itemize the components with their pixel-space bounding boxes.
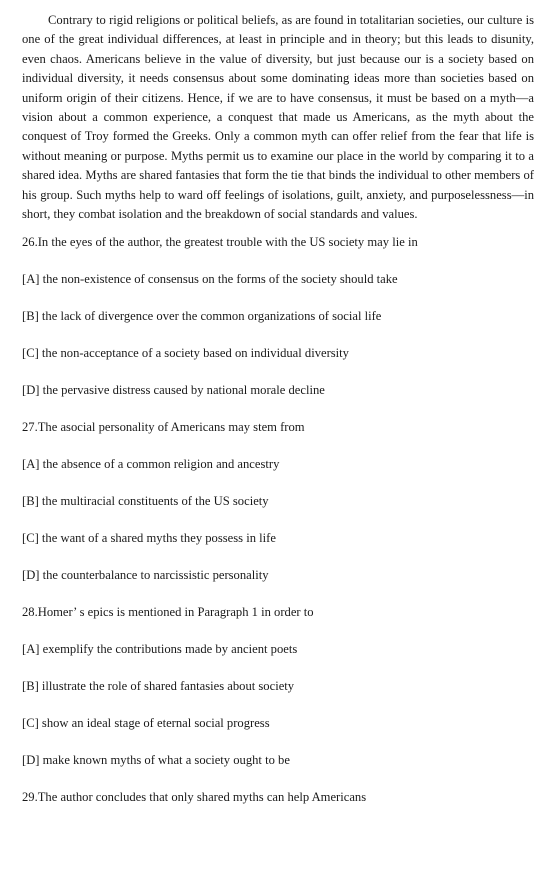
question-28-option-d: [D] make known myths of what a society ought to be [22,753,290,768]
question-28-stem: 28.Homer’ s epics is mentioned in Paragraph 1 in order to [22,605,314,620]
question-29-stem: 29.The author concludes that only shared myths can help Americans [22,790,367,805]
question-27-option-c: [C] the want of a shared myths they possess in life [22,531,276,546]
question-27-option-b: [B] the multiracial constituents of the US society [22,494,269,509]
question-28-option-c: [C] show an ideal stage of eternal social progress [22,716,270,731]
question-27-stem: 27.The asocial personality of Americans may stem from [22,420,305,435]
question-28-option-a: [A] exemplify the contributions made by ancient poets [22,642,298,657]
passage-paragraph: Contrary to rigid religions or political beliefs, as are found in totalitarian societies, our culture is one of the great individual differences, at least in principle and in theory; but this leads to disunity, even chaos. Americans believe in the value of diversity, but just because our is a society based on individual diversity, it needs consensus about some dominating ideas more than societies based on uniform origin of their citizens. Hence, if we are to have consensus, it must be based on a myth—a vision about a common experience, a conquest that made us Americans, as the myth about the conquest of Troy formed the Greeks. Only a common myth can offer relief from the fear that life is without meaning or purpose. Myths permit us to examine our place in the world by comparing it to a shared idea. Myths are shared fantasies that form the tie that binds the individual to other members of his group. Such myths help to ward off feelings of isolations, guilt, anxiety, and purposelessness—in short, they combat isolation and the breakdown of social standards and values. [22,13,534,222]
question-26-stem: 26.In the eyes of the author, the greatest trouble with the US society may lie in [22,235,418,250]
question-26-option-c: [C] the non-acceptance of a society based on individual diversity [22,346,349,361]
question-27-option-a: [A] the absence of a common religion and ancestry [22,457,280,472]
question-28-option-b: [B] illustrate the role of shared fantasies about society [22,679,295,694]
question-27-option-d: [D] the counterbalance to narcissistic personality [22,568,269,583]
question-26-option-b: [B] the lack of divergence over the common organizations of social life [22,309,382,324]
question-26-option-d: [D] the pervasive distress caused by national morale decline [22,383,325,398]
question-26-option-a: [A] the non-existence of consensus on the forms of the society should take [22,272,398,287]
questions-section [22,233,534,807]
